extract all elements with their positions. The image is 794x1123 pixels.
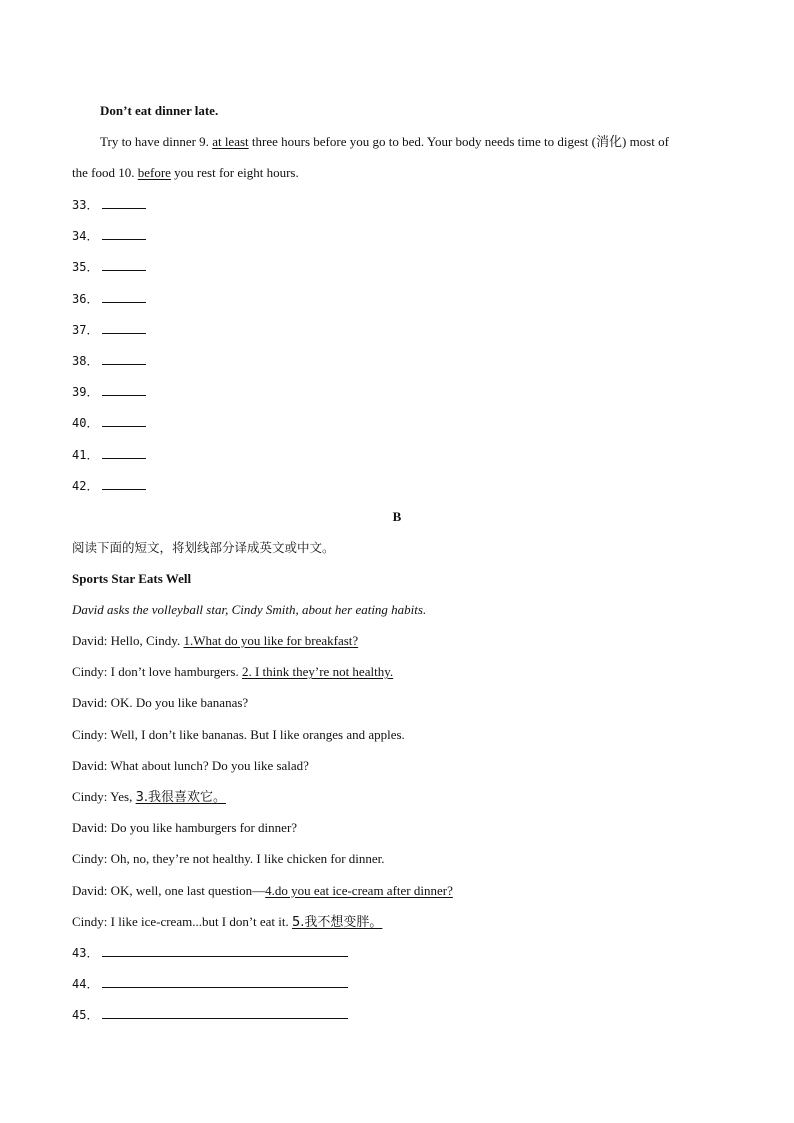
answer-blank[interactable] [102, 478, 146, 490]
passage-line-1 [100, 134, 669, 150]
section-b-title: Sports Star Eats Well [72, 571, 192, 586]
translation-target: 4.do you eat ice-cream after dinner? [265, 882, 453, 898]
dialogue-text: Cindy: I don’t love hamburgers. [72, 664, 242, 680]
dialogue-text: Cindy: Yes, [72, 789, 136, 804]
passage-line-2 [72, 165, 299, 181]
answer-number: 44． [72, 977, 99, 992]
translation-target: 2. I think they’re not healthy. [241, 664, 394, 680]
answer-row [72, 976, 348, 992]
answer-blank[interactable] [102, 976, 348, 988]
answer-row [72, 384, 146, 400]
dialogue-text: David: OK, well, one last question— [72, 882, 266, 898]
passage-text: you rest for eight hours. [170, 165, 299, 180]
dialogue-line [72, 820, 297, 836]
answer-blank[interactable] [102, 945, 348, 957]
answer-blank[interactable] [102, 322, 146, 334]
dialogue-line [72, 695, 248, 711]
answer-row [72, 259, 146, 275]
translation-target: 1.What do you like for breakfast? [183, 633, 359, 648]
answer-blank[interactable] [102, 353, 146, 365]
answer-row [72, 478, 146, 494]
dialogue-text: Cindy: I like ice-cream...but I don’t eat it. [72, 913, 292, 929]
answer-blank[interactable] [102, 259, 146, 271]
dialogue-text: David: Hello, Cindy. [72, 633, 184, 648]
dialogue-line [72, 633, 358, 649]
answer-row [72, 447, 146, 463]
passage-text: the food 10. [72, 165, 138, 180]
dialogue-line [72, 883, 453, 899]
dialogue-line [72, 758, 309, 774]
answer-number: 34． [72, 229, 99, 244]
translation-target: 3.我很喜欢它。 [135, 790, 226, 805]
answer-10-underlined: before [137, 165, 171, 180]
answer-blank[interactable] [102, 415, 146, 427]
section-b-instruction: 阅读下面的短文，将划线部分译成英文或中文。 [72, 540, 335, 555]
dialogue-line [72, 851, 385, 867]
answer-row [72, 291, 146, 307]
dialogue-line [72, 664, 393, 680]
dialogue-line [72, 727, 405, 743]
answer-row [72, 322, 146, 338]
answer-9-underlined: at least [212, 134, 249, 149]
answer-blank[interactable] [102, 384, 146, 396]
answer-number: 43． [72, 946, 99, 960]
answer-number: 42． [72, 478, 99, 493]
answer-number: 39． [72, 385, 99, 400]
dialogue-text: Cindy: Well, I don’t like bananas. But I like oranges and apples. [72, 726, 405, 742]
section-b-intro: David asks the volleyball star, Cindy Smith, about her eating habits. [72, 602, 427, 617]
answer-number: 45． [72, 1008, 99, 1023]
answer-number: 37． [72, 322, 99, 337]
section-b-label: B [392, 509, 402, 524]
answer-row [72, 945, 348, 961]
dialogue-line [72, 789, 226, 806]
passage-text: three hours before you go to bed. Your body needs time to digest (消化) most of [248, 134, 669, 149]
passage-text: Try to have dinner 9. [100, 134, 213, 149]
dialogue-text: David: OK. Do you like bananas? [72, 695, 249, 711]
answer-number: 38． [72, 354, 99, 368]
dialogue-line [72, 914, 382, 931]
answer-row [72, 353, 146, 369]
answer-row [72, 415, 146, 431]
dialogue-text: David: Do you like hamburgers for dinner? [72, 820, 298, 836]
answer-blank[interactable] [102, 291, 146, 303]
answer-row [72, 1007, 348, 1023]
answer-number: 40． [72, 416, 99, 431]
answer-blank[interactable] [102, 1007, 348, 1019]
answer-number: 35． [72, 260, 99, 275]
dialogue-text: David: What about lunch? Do you like salad? [72, 757, 309, 773]
answer-number: 41． [72, 447, 99, 462]
answer-blank[interactable] [102, 228, 146, 240]
answer-row [72, 228, 146, 244]
translation-target: 5.我不想变胖。 [291, 914, 383, 930]
answer-number: 36． [72, 291, 99, 306]
answer-blank[interactable] [102, 447, 146, 459]
answer-row [72, 197, 146, 213]
answer-blank[interactable] [102, 197, 146, 209]
dialogue-text: Cindy: Oh, no, they’re not healthy. I like chicken for dinner. [72, 851, 385, 867]
answer-number: 33． [72, 198, 99, 212]
passage-heading: Don’t eat dinner late. [100, 103, 219, 118]
